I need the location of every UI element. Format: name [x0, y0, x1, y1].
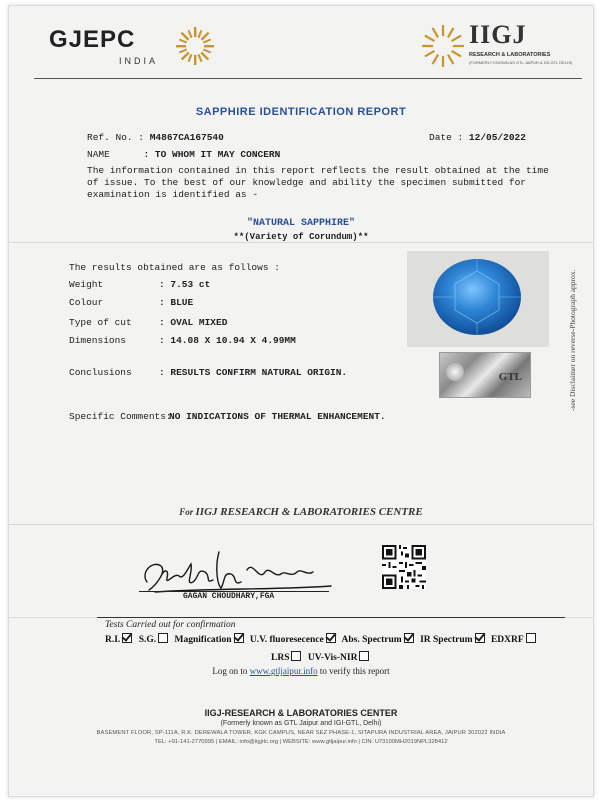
signer-name: GAGAN CHOUDHARY,FGA	[183, 592, 275, 601]
tests-row-1	[105, 633, 540, 645]
footer-contact: TEL: +91-141-2770995 | EMAIL: info@iigjrlc.org | WEBSITE: www.gtljaipur.info | CIN: U73100MH2019NPL328412	[154, 739, 448, 745]
test-lrs-label: LRS	[271, 653, 290, 663]
sapphire-image-icon	[407, 251, 549, 347]
verify-prefix: Log on to	[212, 666, 248, 676]
test-uv-label: U.V. fluoresecence	[249, 635, 324, 645]
tests-row-2	[271, 651, 373, 663]
test-sg-label: S.G.	[138, 635, 157, 645]
iigj-logo-tagline: (FORMERLY KNOWN AS GTL JAIPUR & IGI-GTL DELHI)	[469, 60, 573, 65]
gjepc-logo-text: GJEPC	[49, 26, 136, 53]
field-weight-value: : 7.53 ct	[159, 279, 211, 290]
verify-link[interactable]: www.gtljaipur.info	[249, 666, 318, 676]
test-uvvis-label: UV-Vis-NIR	[307, 653, 358, 663]
test-edxrf-label: EDXRF	[490, 635, 524, 645]
date-label: Date :	[429, 132, 464, 143]
iigj-burst-icon	[421, 24, 465, 68]
qr-code-icon	[382, 545, 426, 589]
header-divider	[34, 78, 582, 79]
side-note-text: -see Disclaimer on reverse-Photograph approx.	[568, 269, 577, 411]
test-edxrf-checkbox[interactable]	[526, 633, 536, 643]
field-dimensions-value: : 14.08 X 10.94 X 4.99MM	[159, 335, 296, 346]
footer-address: BASEMENT FLOOR, SP-111A, R.K. DEREWALA TOWER, KGK CAMPUS, NEAR SEZ PHASE-1, SITAPURA INDUSTRIAL AREA, JAIPUR 302022 INDIA	[96, 730, 506, 736]
test-uvvis-checkbox[interactable]	[359, 651, 369, 661]
verify-line	[9, 666, 593, 676]
hologram-text: GTL	[498, 371, 522, 383]
gjepc-logo-sub: INDIA	[119, 56, 159, 66]
field-colour-label: Colour	[69, 297, 104, 308]
results-intro: The results obtained are as follows :	[69, 262, 280, 273]
for-prefix: For	[179, 507, 194, 517]
gem-photo	[407, 251, 549, 347]
iigj-logo-sub: RESEARCH & LABORATORIES	[469, 52, 551, 58]
for-organization	[9, 506, 593, 518]
field-colour-value: : BLUE	[159, 297, 194, 308]
iigj-logo	[407, 20, 587, 72]
security-hologram	[439, 352, 531, 398]
test-magnification-label: Magnification	[174, 635, 232, 645]
ref-label: Ref. No. :	[87, 132, 145, 143]
tests-divider	[97, 617, 565, 618]
gjepc-logo	[49, 24, 229, 72]
field-conclusions-value: : RESULTS CONFIRM NATURAL ORIGIN.	[159, 367, 348, 378]
test-ir-checkbox[interactable]	[475, 633, 485, 643]
name-label: NAME	[87, 149, 110, 160]
field-dimensions-label: Dimensions	[69, 335, 127, 346]
intro-paragraph: The information contained in this report reflects the result obtained at the time of issue. To the best of our knowledge and ability the specimen submitted for examination is identified as -	[87, 165, 549, 200]
hologram-seal-icon	[446, 363, 464, 381]
report-document	[8, 5, 594, 797]
field-conclusions-label: Conclusions	[69, 367, 132, 378]
test-abs-label: Abs. Spectrum	[341, 635, 402, 645]
test-sg-checkbox[interactable]	[158, 633, 168, 643]
verify-suffix: to verify this report	[319, 666, 390, 676]
identification-result: "NATURAL SAPPHIRE"	[246, 218, 356, 229]
field-cut-value: : OVAL MIXED	[159, 317, 228, 328]
report-title: SAPPHIRE IDENTIFICATION REPORT	[195, 106, 407, 118]
comments-value: NO INDICATIONS OF THERMAL ENHANCEMENT.	[169, 411, 386, 422]
variety-line: **(Variety of Corundum)**	[233, 232, 369, 242]
ref-value: M4867CA167540	[149, 132, 224, 143]
test-uv-checkbox[interactable]	[326, 633, 336, 643]
paper-fold	[9, 524, 593, 525]
test-ir-label: IR Spectrum	[420, 635, 473, 645]
tests-title: Tests Carried out for confirmation	[105, 620, 236, 630]
test-ri-checkbox[interactable]	[122, 633, 132, 643]
side-note	[557, 251, 577, 411]
field-cut-label: Type of cut	[69, 317, 132, 328]
recipient-name	[87, 149, 280, 160]
field-weight-label: Weight	[69, 279, 104, 290]
iigj-logo-text: IIGJ	[469, 20, 527, 49]
test-abs-checkbox[interactable]	[404, 633, 414, 643]
test-ri-label: R.I.	[105, 635, 121, 645]
comments-label: Specific Comments:	[69, 411, 172, 422]
footer-formerly: (Formerly known as GTL Jaipur and IGI-GTL, Delhi)	[220, 720, 382, 727]
name-value: : TO WHOM IT MAY CONCERN	[143, 149, 281, 160]
ref-number	[87, 132, 224, 143]
test-magnification-checkbox[interactable]	[234, 633, 244, 643]
date-value: 12/05/2022	[468, 132, 526, 143]
paper-fold	[9, 242, 593, 243]
footer-org: IIGJ-RESEARCH & LABORATORIES CENTER	[204, 708, 398, 718]
report-date	[429, 132, 526, 143]
gjepc-burst-icon	[175, 26, 215, 66]
for-org-name: IIGJ RESEARCH & LABORATORIES CENTRE	[195, 506, 423, 518]
test-lrs-checkbox[interactable]	[291, 651, 301, 661]
